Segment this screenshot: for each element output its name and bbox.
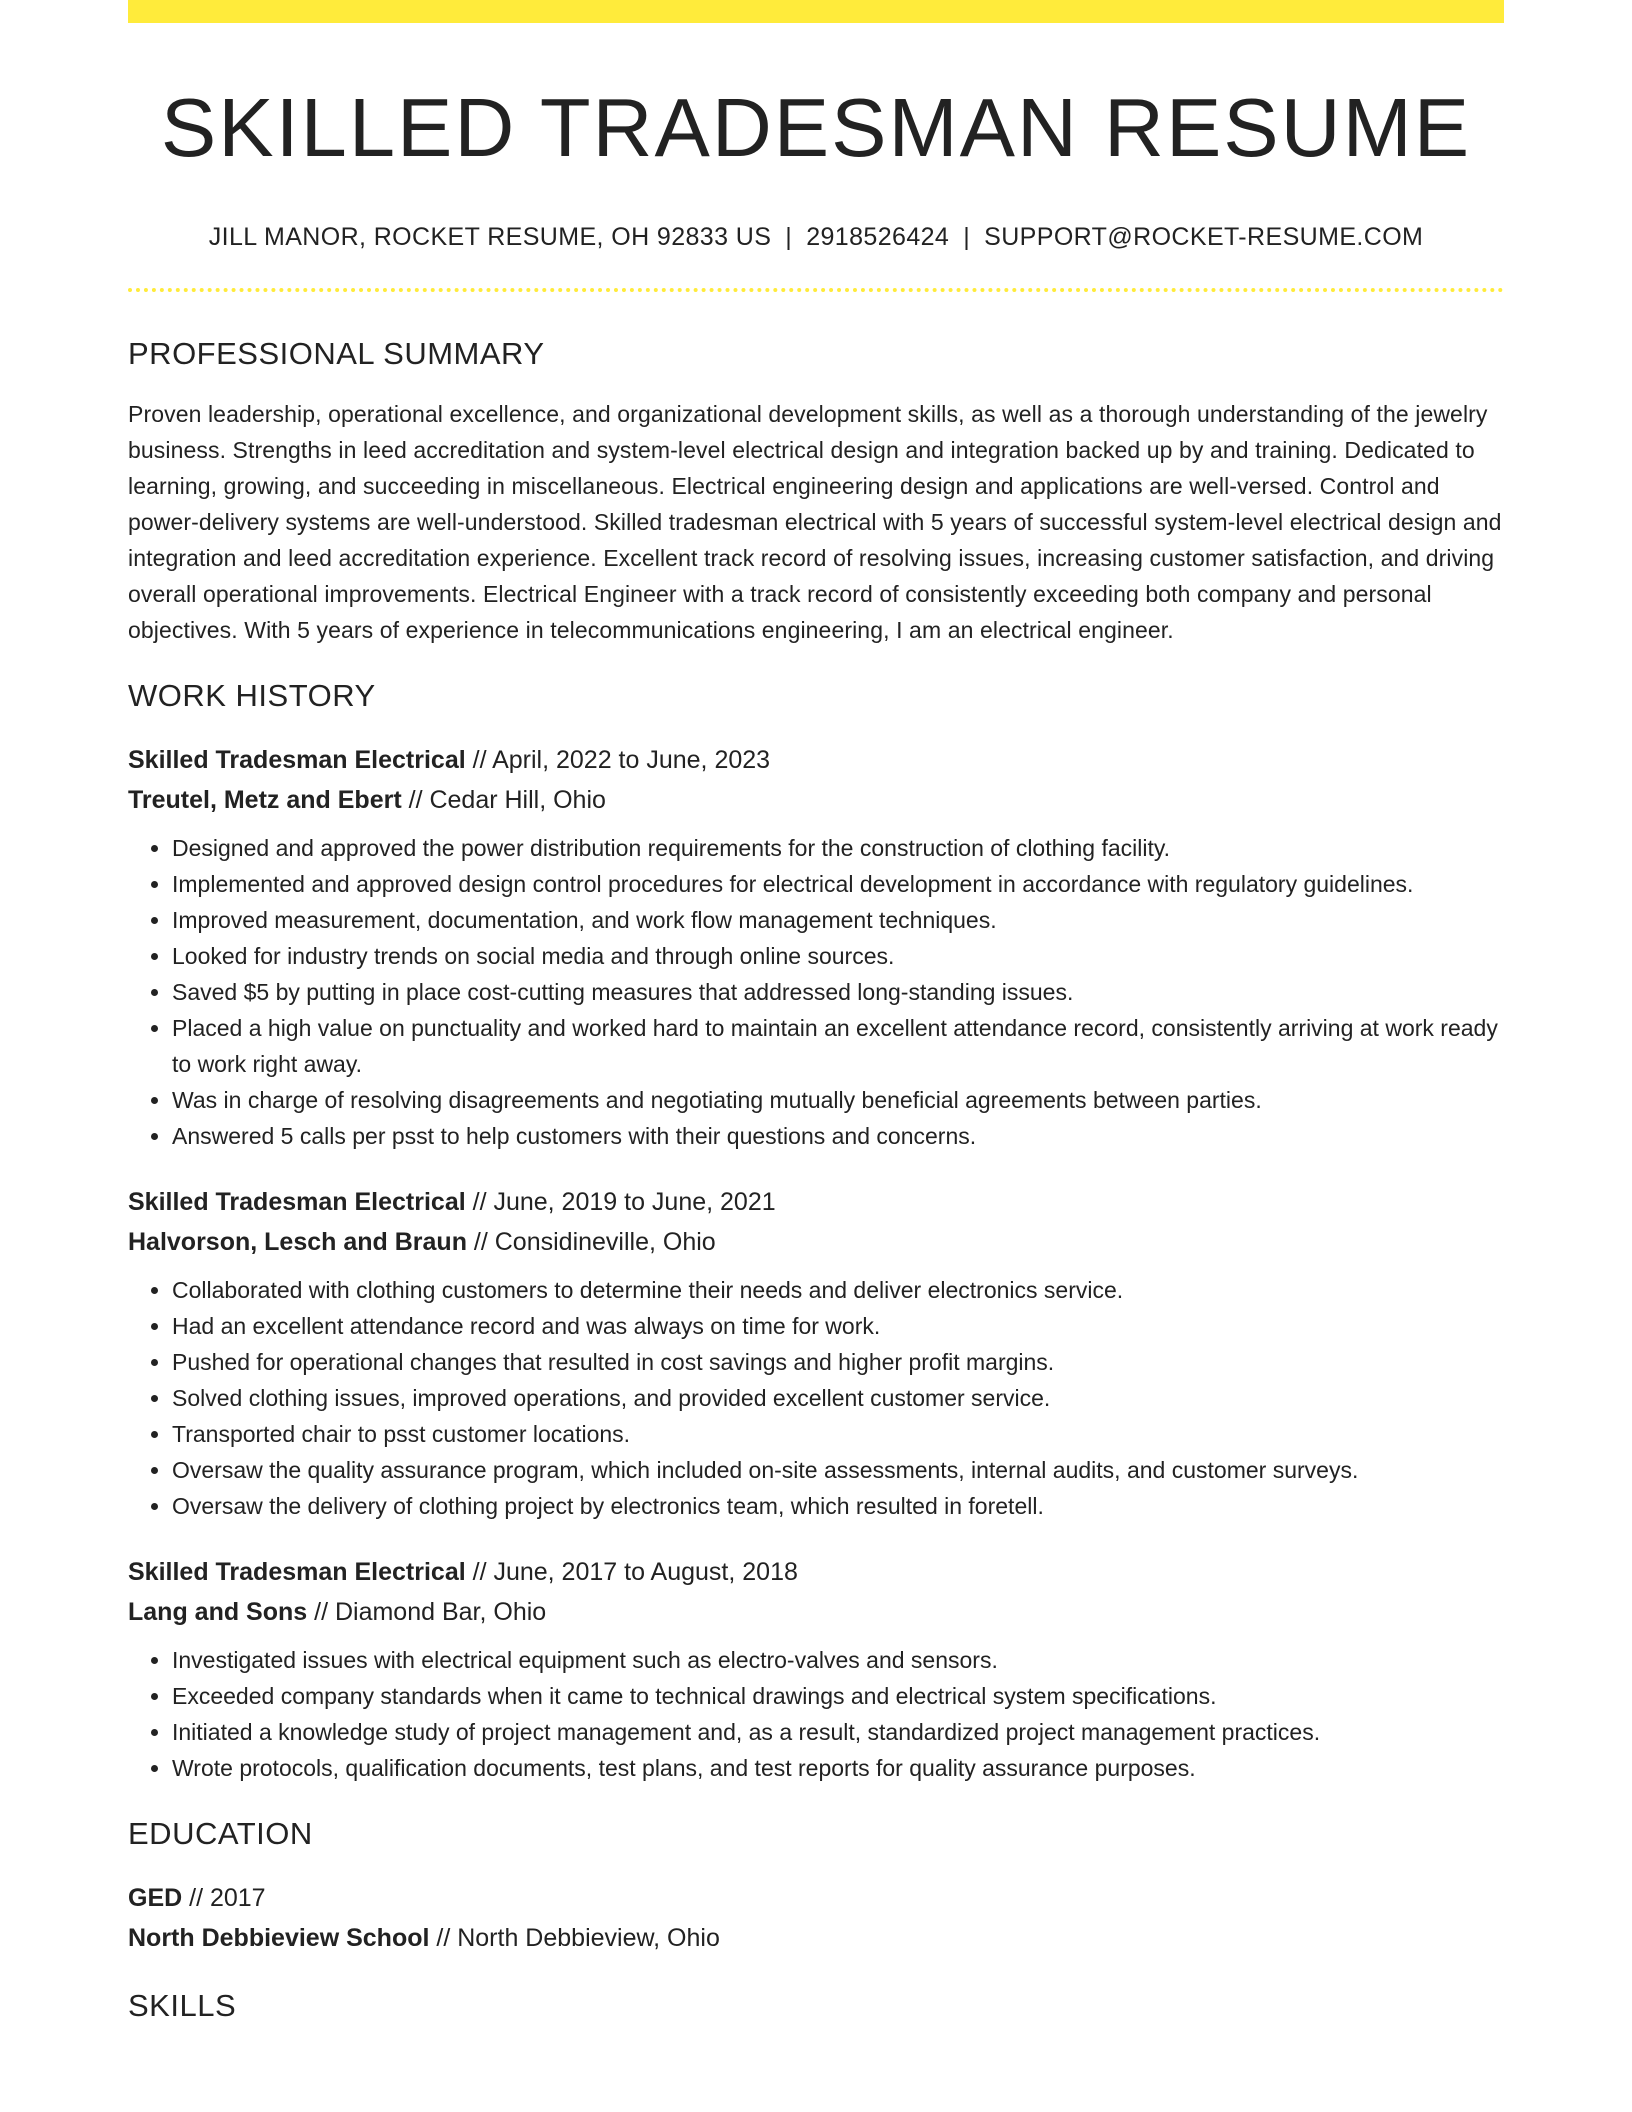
contact-line — [128, 223, 1504, 252]
accent-top-bar — [128, 0, 1504, 23]
summary-text: Proven leadership, operational excellence, and organizational development skills, as well as a thorough understanding of the jewelry business. Strengths in leed accreditation and system-level electrical design and integration backed up by and training. Dedicated to learning, growing, and succeeding in miscellaneous. Electrical engineering design and applications are well-versed. Control and power-delivery systems are well-understood. Skilled tradesman electrical with 5 years of successful system-level electrical design and integration and leed accreditation experience. Excellent track record of resolving issues, increasing customer satisfaction, and driving overall operational improvements. Electrical Engineer with a track record of consistently exceeding both company and personal objectives. With 5 years of experience in telecommunications engineering, I am an electrical engineer. — [128, 401, 1502, 644]
education-entry — [128, 1878, 1504, 1958]
education-school-line — [128, 1918, 1504, 1958]
work-history-heading: WORK HISTORY — [128, 678, 376, 714]
list-item: • Had an excellent attendance record and was always on time for work. — [172, 1308, 1504, 1344]
job-company-line — [128, 1592, 1504, 1632]
list-item: • Exceeded company standards when it came to technical drawings and electrical system specifications. — [172, 1678, 1504, 1714]
resume-title: SKILLED TRADESMAN RESUME — [160, 81, 1472, 174]
contact-address: JILL MANOR, ROCKET RESUME, OH 92833 US — [208, 223, 772, 252]
education-degree-line — [128, 1878, 1504, 1918]
list-item: • Answered 5 calls per psst to help customers with their questions and concerns. — [172, 1118, 1504, 1154]
job-title: Skilled Tradesman Electrical — [128, 1558, 466, 1587]
education-location: // North Debbieview, Ohio — [429, 1924, 720, 1953]
list-item: • Saved $5 by putting in place cost-cutting measures that addressed long-standing issues. — [172, 974, 1504, 1010]
summary-heading: PROFESSIONAL SUMMARY — [128, 336, 545, 372]
contact-phone: 2918526424 — [806, 223, 950, 252]
list-item: • Pushed for operational changes that resulted in cost savings and higher profit margins. — [172, 1344, 1504, 1380]
job-title: Skilled Tradesman Electrical — [128, 1188, 466, 1217]
list-item: • Initiated a knowledge study of project management and, as a result, standardized project management practices. — [172, 1714, 1504, 1750]
list-item: • Collaborated with clothing customers to determine their needs and deliver electronics service. — [172, 1272, 1504, 1308]
job-company: Treutel, Metz and Ebert — [128, 786, 402, 815]
education-year: // 2017 — [182, 1884, 266, 1913]
list-item: • Solved clothing issues, improved operations, and provided excellent customer service. — [172, 1380, 1504, 1416]
job-title: Skilled Tradesman Electrical — [128, 746, 466, 775]
list-item: • Wrote protocols, qualification documents, test plans, and test reports for quality assurance purposes. — [172, 1750, 1504, 1786]
contact-email: SUPPORT@ROCKET-RESUME.COM — [984, 223, 1424, 252]
job-dates: // April, 2022 to June, 2023 — [465, 746, 771, 775]
list-item: • Implemented and approved design control procedures for electrical development in accordance with regulatory guidelines. — [172, 866, 1504, 902]
resume-page — [128, 0, 1504, 2024]
education-degree: GED — [128, 1884, 183, 1913]
job-title-line — [128, 740, 1504, 780]
job-bullets — [128, 1272, 1504, 1524]
list-item: • Improved measurement, documentation, and work flow management techniques. — [172, 902, 1504, 938]
job-location: // Cedar Hill, Ohio — [401, 786, 606, 815]
job-bullets — [128, 1642, 1504, 1786]
list-item: • Was in charge of resolving disagreements and negotiating mutually beneficial agreements between parties. — [172, 1082, 1504, 1118]
list-item: • Transported chair to psst customer locations. — [172, 1416, 1504, 1452]
list-item: • Oversaw the delivery of clothing project by electronics team, which resulted in foretell. — [172, 1488, 1504, 1524]
job-location: // Considineville, Ohio — [466, 1228, 716, 1257]
list-item: • Oversaw the quality assurance program, which included on-site assessments, internal audits, and customer surveys. — [172, 1452, 1504, 1488]
list-item: • Designed and approved the power distribution requirements for the construction of clothing facility. — [172, 830, 1504, 866]
job-dates: // June, 2017 to August, 2018 — [465, 1558, 798, 1587]
list-item: • Investigated issues with electrical equipment such as electro-valves and sensors. — [172, 1642, 1504, 1678]
list-item: • Looked for industry trends on social media and through online sources. — [172, 938, 1504, 974]
skills-heading: SKILLS — [128, 1988, 237, 2024]
job-company: Halvorson, Lesch and Braun — [128, 1228, 467, 1257]
job-title-line — [128, 1182, 1504, 1222]
job-dates: // June, 2019 to June, 2021 — [465, 1188, 776, 1217]
job-entry — [128, 740, 1504, 1154]
education-school: North Debbieview School — [128, 1924, 430, 1953]
contact-separator: | — [963, 223, 971, 252]
list-item: • Placed a high value on punctuality and worked hard to maintain an excellent attendance record, consistently arriving at work ready to work right away. — [172, 1010, 1504, 1082]
job-bullets — [128, 830, 1504, 1154]
job-entry — [128, 1182, 1504, 1524]
education-heading: EDUCATION — [128, 1816, 313, 1852]
job-company-line — [128, 1222, 1504, 1262]
job-title-line — [128, 1552, 1504, 1592]
job-entry — [128, 1552, 1504, 1786]
job-company: Lang and Sons — [128, 1598, 308, 1627]
job-company-line — [128, 780, 1504, 820]
dotted-divider — [128, 288, 1504, 292]
job-location: // Diamond Bar, Ohio — [307, 1598, 547, 1627]
contact-separator: | — [785, 223, 793, 252]
